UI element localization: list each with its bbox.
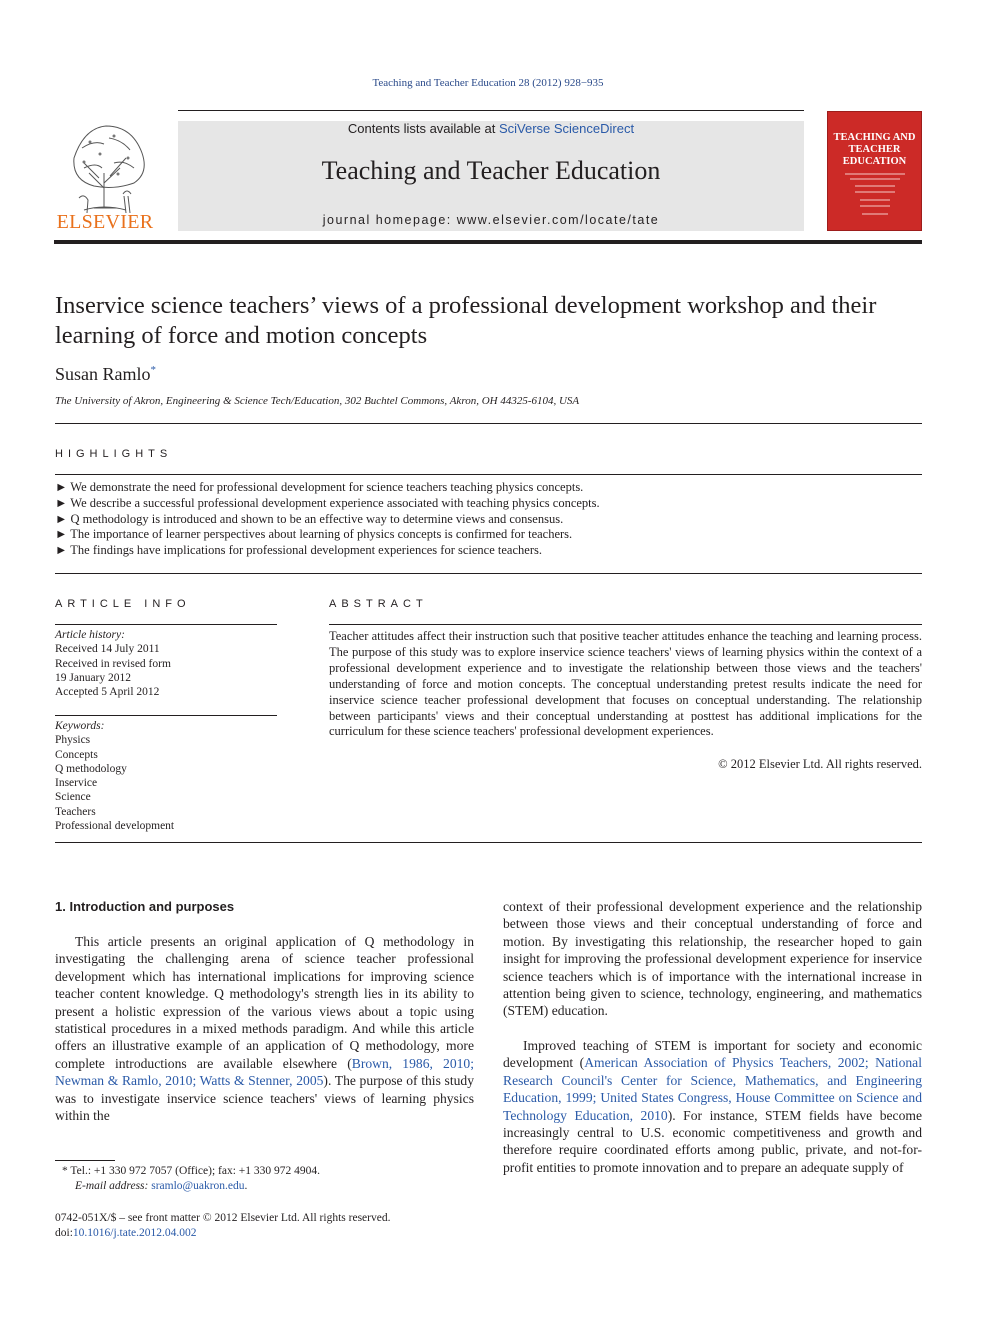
citation-link-aapt[interactable]: American Association of Physics Teachers, 2002	[584, 1055, 865, 1071]
keyword-item: Concepts	[55, 748, 98, 761]
keyword-item: Physics	[55, 734, 91, 747]
paragraph-text: Improved teaching of STEM is important for society and economic development (	[503, 1038, 922, 1071]
body-paragraph-right-2	[503, 1037, 922, 1176]
journal-citation[interactable]: Teaching and Teacher Education 28 (2012) 928−935	[372, 77, 604, 89]
journal-homepage[interactable]: journal homepage: www.elsevier.com/locate/tate	[322, 213, 660, 227]
abstract-text: Teacher attitudes affect their instruction such that positive teacher attitudes enhance the teaching and learning process. The purpose of this study was to explore inservice science teachers' views of learning physics within the context of a professional development experience and to investigate the relationship between those views and the teachers' understanding of force and motion concepts. The conceptual understanding pretest results indicate the need for inservice science teacher professional development that focuses on conceptual understanding. The relationship between participants' views and their conceptual understanding at posttest has additional implications for the curriculum for these science teachers' professional development experiences.	[329, 629, 922, 739]
info-divider	[55, 715, 277, 716]
cover-title: TEACHING AND TEACHER EDUCATION	[833, 132, 916, 167]
cover-text-lines	[840, 170, 910, 220]
keyword-item: Inservice	[55, 777, 98, 790]
journal-title: Teaching and Teacher Education	[321, 156, 661, 185]
citation-link-brown[interactable]: Brown, 1986, 2010	[351, 1055, 471, 1071]
history-item: Received 14 July 2011	[55, 643, 160, 656]
contents-availability	[178, 121, 804, 136]
email-label: E-mail address:	[75, 1180, 152, 1192]
footnote-contact: * Tel.: +1 330 972 7057 (Office); fax: +1 330 972 4904.	[62, 1165, 320, 1177]
keyword-item: Science	[55, 791, 91, 804]
history-item: 19 January 2012	[55, 671, 132, 684]
article-title: Inservice science teachers’ views of a professional development workshop and their learning of force and motion concepts	[55, 292, 877, 349]
front-matter-line: 0742-051X/$ – see front matter © 2012 Elsevier Ltd. All rights reserved.	[55, 1212, 391, 1224]
abstract-copyright: © 2012 Elsevier Ltd. All rights reserved.	[718, 757, 922, 771]
body-paragraph-left	[55, 933, 474, 1124]
citation-link-newman-ramlo[interactable]: Newman & Ramlo, 2010	[55, 1073, 193, 1089]
citation-separator: ;	[192, 1073, 200, 1089]
masthead-top-rule	[178, 110, 804, 111]
abstract-divider	[329, 624, 922, 625]
citation-link-watts-stenner[interactable]: Watts & Stenner, 2005	[199, 1073, 324, 1089]
author-footnote-mark[interactable]: *	[150, 364, 157, 376]
keyword-item: Professional development	[55, 820, 175, 833]
citation-link-house-committee[interactable]: United States Congress, House Committee on Science and Technology Education, 2010	[503, 1090, 922, 1123]
footnote-rule	[55, 1160, 115, 1161]
highlight-item: ► Q methodology is introduced and shown to be an effective way to determine views and consensus.	[55, 511, 564, 526]
citation-link-nrc[interactable]: National Research Council's Center for Science, Mathematics, and Engineering Education, 1999	[503, 1055, 922, 1106]
keywords-label: Keywords:	[55, 720, 105, 732]
divider	[55, 474, 922, 475]
keyword-item: Q methodology	[55, 762, 127, 775]
info-divider	[55, 624, 277, 625]
paragraph-text: ). The purpose of this study was to investigate inservice science teachers' views of learning physics within the	[55, 1073, 474, 1124]
history-label: Article history:	[55, 629, 125, 641]
paragraph-text: ). For instance, STEM fields have become increasingly central to U.S. economic competitiveness and growth and therefore require coordinated efforts among public, private, and not-for-profit entities to promote innovation and to prepare an adequate supply of	[503, 1107, 922, 1175]
keyword-item: Teachers	[55, 805, 96, 818]
sciencedirect-link[interactable]: SciVerse ScienceDirect	[498, 121, 635, 136]
highlight-item: ► The importance of learner perspectives about learning of physics concepts is confirmed for teachers.	[55, 527, 573, 542]
author-affiliation: The University of Akron, Engineering & Science Tech/Education, 302 Buchtel Commons, Akron, OH 44325-6104, USA	[55, 395, 580, 407]
highlight-item: ► We describe a successful professional development experience associated with teaching physics concepts.	[55, 495, 600, 510]
doi-label: doi:	[55, 1227, 73, 1239]
doi-link[interactable]: 10.1016/j.tate.2012.04.002	[72, 1227, 197, 1239]
author-name-text[interactable]: Susan Ramlo	[55, 364, 151, 384]
highlight-item: ► The findings have implications for professional development experiences for science teachers.	[55, 543, 542, 558]
history-item: Received in revised form	[55, 657, 171, 670]
abstract-heading: ABSTRACT	[329, 598, 428, 610]
highlight-item: ► We demonstrate the need for professional development for science teachers teaching physics concepts.	[55, 480, 584, 494]
elsevier-wordmark: ELSEVIER	[56, 211, 154, 233]
keywords-list	[55, 719, 277, 833]
citation-separator: ;	[864, 1055, 876, 1071]
doi-line	[55, 1227, 197, 1239]
contents-prefix: Contents lists available at	[347, 121, 499, 136]
email-link[interactable]: sramlo@uakron.edu	[151, 1180, 245, 1192]
email-end: .	[244, 1180, 248, 1192]
divider	[55, 423, 922, 424]
masthead-bottom-rule	[54, 240, 922, 244]
author-name[interactable]	[55, 364, 156, 385]
highlights-heading: HIGHLIGHTS	[55, 448, 173, 460]
body-paragraph-right-1: context of their professional development experience and the relationship between those views and their conceptual understanding of force and motion. By investigating this relationship, the researcher hoped to gain insight for improving the professional development experience for inservice science teachers which is of importance with the international increase in attention being given to science, technology, engineering, and mathematics (STEM) education.	[503, 899, 922, 1019]
citation-separator: ;	[592, 1090, 601, 1106]
highlights-list	[55, 480, 922, 559]
paragraph-text: This article presents an original application of Q methodology in investigating the challenging arena of science teacher professional development which has international implications for improving science teacher content knowledge. Q methodology's strength lies in its ability to present a holistic expression of the various views about a topic using statistical procedures in a mixed methods paradigm. And while this article offers an illustrative example of an application of Q methodology, more complete introductions are available elsewhere (	[55, 934, 474, 1071]
section-heading: 1. Introduction and purposes	[55, 899, 235, 914]
divider	[55, 573, 922, 574]
divider	[55, 842, 922, 843]
history-item: Accepted 5 April 2012	[55, 686, 160, 699]
article-info-heading: ARTICLE INFO	[55, 598, 191, 610]
article-history	[55, 628, 277, 699]
citation-separator: ;	[470, 1055, 474, 1071]
footnote-email	[75, 1180, 247, 1192]
